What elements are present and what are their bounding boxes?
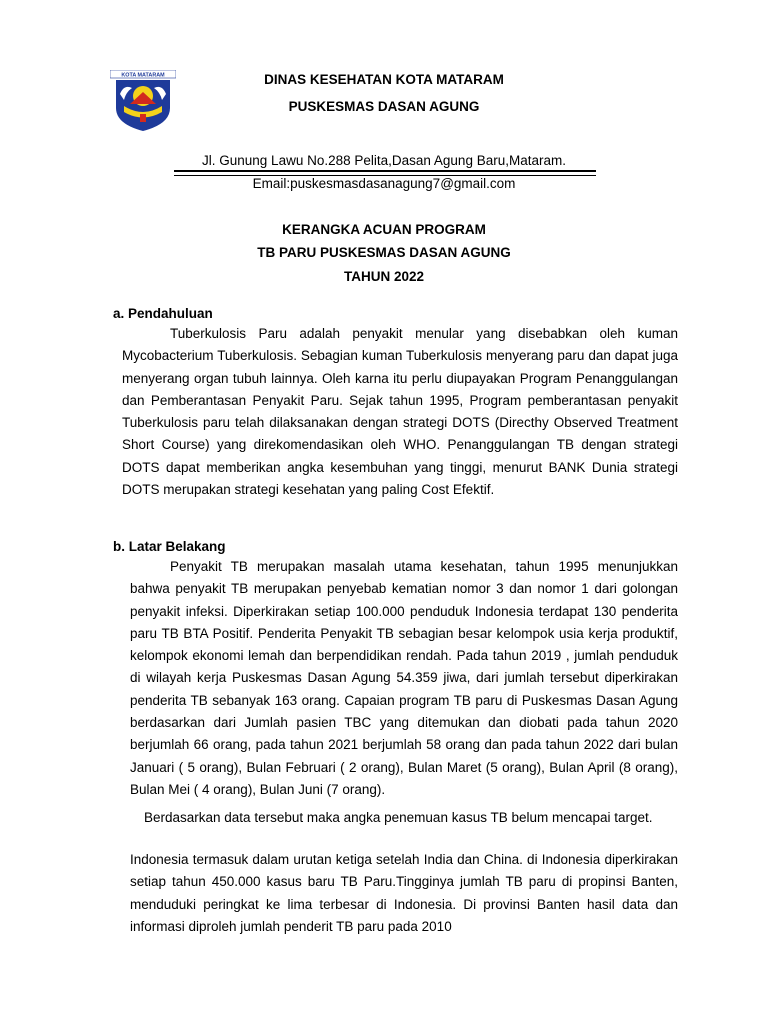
logo-text: KOTA MATARAM [121,72,165,79]
header-puskesmas: PUSKESMAS DASAN AGUNG [288,99,480,114]
section-b-paragraph-3 [130,849,678,938]
section-b-text-2: Berdasarkan data tersebut maka angka penemuan kasus TB belum mencapai target. [144,810,653,825]
document-title-year: TAHUN 2022 [343,269,425,284]
document-title-line1: KERANGKA ACUAN PROGRAM [282,222,486,237]
header-address: Jl. Gunung Lawu No.288 Pelita,Dasan Agung Baru,Mataram. [202,153,566,168]
section-b-paragraph-2 [130,807,678,829]
header-agency: DINAS KESEHATAN KOTA MATARAM [264,72,504,87]
section-a-text: Tuberkulosis Paru adalah penyakit menular yang disebabkan oleh kuman Mycobacterium Tuberkulosis. Sebagian kuman Tuberkulosis menyerang paru dan dapat juga menyerang organ tubuh lainnya. Oleh karna itu perlu diupayakan Program Penanggulangan dan Pemberantasan Penyakit Paru. Sejak tahun 1995, Program pemberantasan penyakit Tuberkulosis paru telah dilaksanakan dengan strategi DOTS (Directhy Observed Treatment Short Course) yang direkomendasikan oleh WHO. Penanggulangan TB dengan strategi DOTS dapat memberikan angka kesembuhan yang tinggi, menurut BANK Dunia strategi DOTS merupakan strategi kesehatan yang paling Cost Efektif. [122,326,678,498]
section-a-paragraph [122,323,678,501]
section-b-text-1: Penyakit TB merupakan masalah utama kesehatan, tahun 1995 menunjukkan bahwa penyakit TB merupakan penyebab kematian nomor 3 dan nomor 1 dari golongan penyakit infeksi. Diperkirakan setiap 100.000 penduduk Indonesia terdapat 130 penderita paru TB BTA Positif. Penderita Penyakit TB sebagian besar kelompok usia kerja produktif, kelompok ekonomi lemah dan berpendidikan rendah. Pada tahun 2019 , jumlah penduduk di wilayah kerja Puskesmas Dasan Agung 54.359 jiwa, dari jumlah tersebut diperkirakan penderita TB sebanyak 163 orang. Capaian program TB paru di Puskesmas Dasan Agung berdasarkan dari Jumlah pasien TBC yang ditemukan dan diobati pada tahun 2020 berjumlah 66 orang, pada tahun 2021 berjumlah 58 orang dan pada tahun 2022 dari bulan Januari ( 5 orang), Bulan Februari ( 2 orang), Bulan Maret (5 orang), Bulan April (8 orang), Bulan Mei ( 4 orang), Bulan Juni (7 orang). [130,559,678,797]
header-email: Email:puskesmasdasanagung7@gmail.com [252,176,516,191]
document-title-line2: TB PARU PUSKESMAS DASAN AGUNG [257,245,511,260]
section-b-text-3: Indonesia termasuk dalam urutan ketiga setelah India dan China. di Indonesia diperkirakan setiap tahun 450.000 kasus baru TB Paru.Tingginya jumlah TB paru di propinsi Banten, menduduki peringkat ke lima terbesar di Indonesia. Di provinsi Banten hasil data dan informasi diproleh jumlah penderit TB paru pada 2010 [130,852,678,934]
section-b-heading: b. Latar Belakang [113,539,226,554]
section-a-heading: a. Pendahuluan [113,306,213,321]
section-b-paragraph-1 [130,556,678,801]
header-divider-thick [174,170,596,172]
